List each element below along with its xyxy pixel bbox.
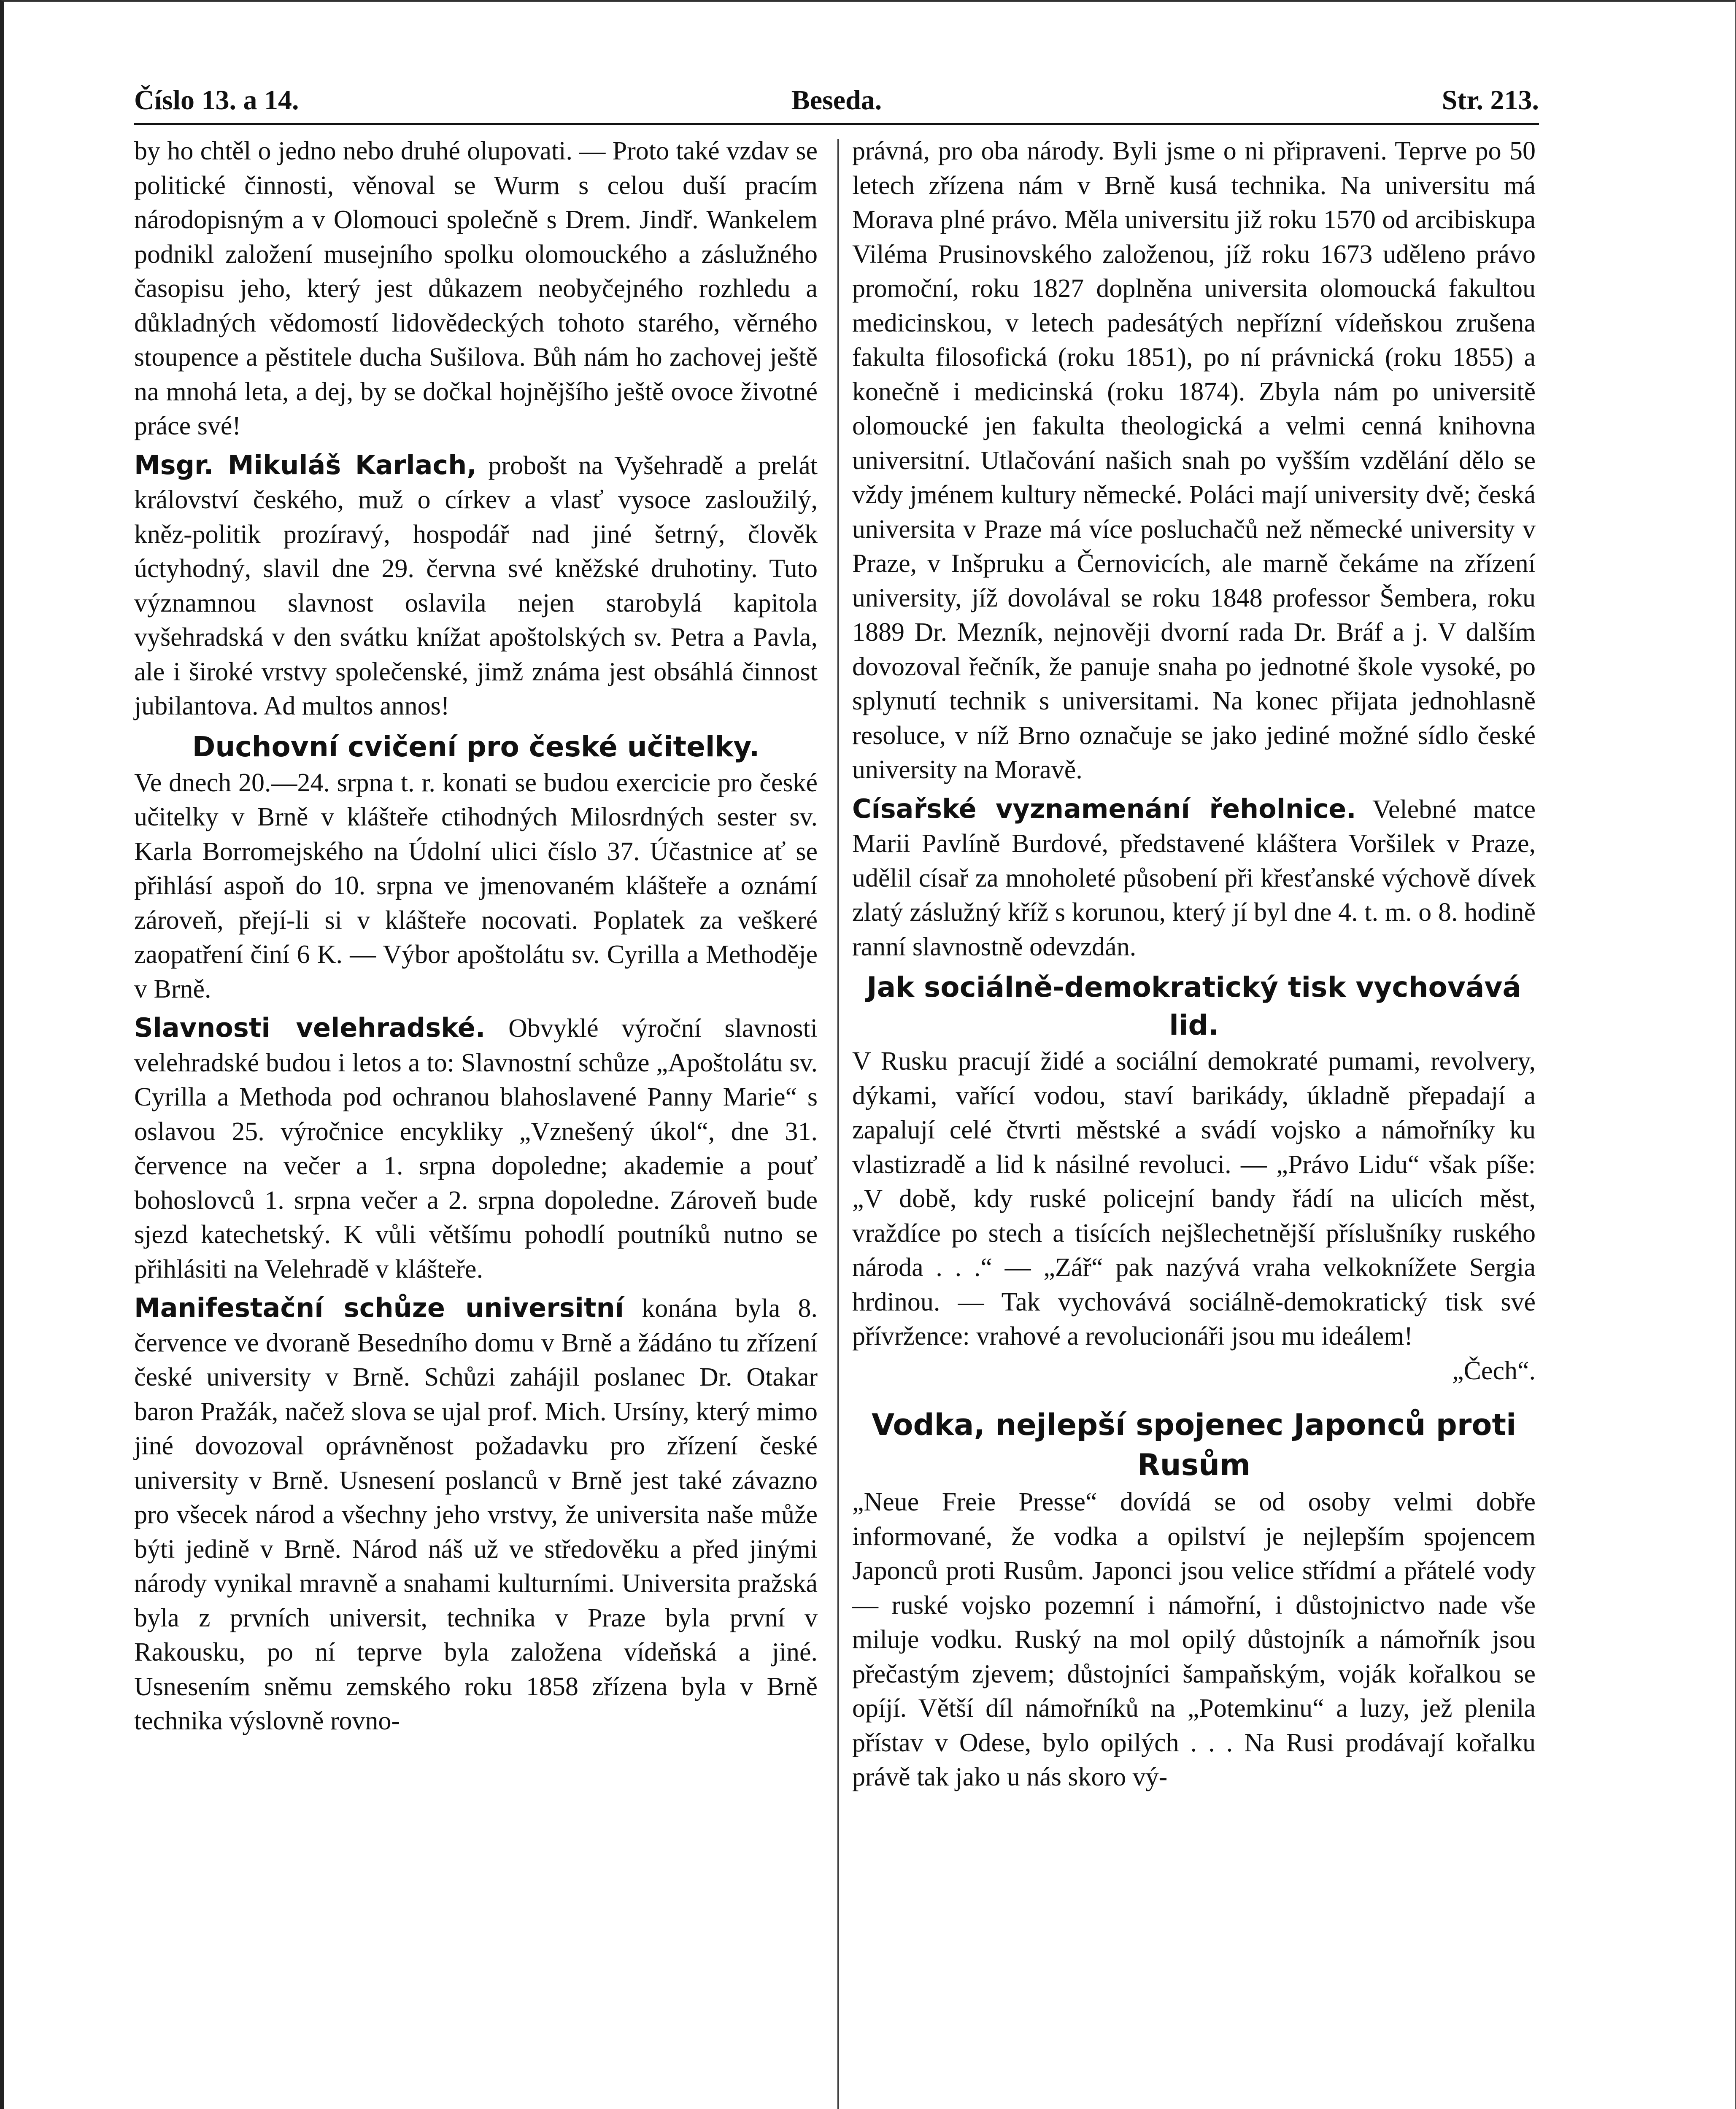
cviceni-title: Duchovní cvičení pro české učitelky.	[192, 730, 760, 763]
tisk-text: V Rusku pracují židé a sociální demokraté pumami, revolvery, dýkami, vařící vodou, staví barikády, úkladně přepadají a zapalují celé čtvrti městské a svádí vojsko a námořníky ku vlastizradě a lid k násilné revoluci. — „Právo Lidu“ však píše: „V době, kdy ruské policejní bandy řádí na ulicích měst, vraždíce po stech a tisících nejšlechetnější příslušníky ruského národa . . .“ — „Zář“ pak nazývá vraha velkoknížete Sergia hrdinou. — Tak vychovává sociálně-demokratický tisk své přívržence: vrahové a revolucionáři jsou mu ideálem!	[852, 1047, 1536, 1351]
velehrad-article	[134, 1011, 818, 1286]
header-rule	[134, 123, 1539, 125]
cviceni-article	[134, 728, 818, 1007]
intro-paragraph: by ho chtěl o jedno nebo druhé olupovati. — Proto také vzdav se politické činnosti, věnoval se Wurm s celou duší pracím národopisným a v Olomouci společně s Drem. Jindř. Wankelem podnikl založení musejního spolku olomouckého a záslužného časopisu jeho, který jest důkazem neobyčejného rozhledu a důkladných vědomostí lidovědeckých tohoto starého, věrného stoupence a pěstitele ducha Sušilova. Bůh nám ho zachovej ještě na mnohá leta, a dej, by se dočkal hojnějšího ještě ovoce životné práce své!	[134, 137, 818, 440]
cisar-article	[852, 792, 1536, 965]
tisk-signature: „Čech“.	[1452, 1356, 1536, 1385]
cviceni-text: Ve dnech 20.—24. srpna t. r. konati se budou exercicie pro české učitelky v Brně v klášteře ctihodných Milosrdných sester sv. Karla Borromejského na Údolní ulici číslo 37. Účastnice ať se přihlásí aspoň do 10. srpna ve jmenovaném klášteře a oznámí zároveň, přejí-li si v klášteře nocovati. Poplatek za veškeré zaopatření činí 6 K. — Výbor apoštolátu sv. Cyrilla a Methoděje v Brně.	[134, 768, 818, 1003]
vodka-title: Vodka, nejlepší spojenec Japonců proti Rusům	[872, 1408, 1516, 1482]
karlach-article	[134, 448, 818, 724]
tisk-article	[852, 968, 1536, 1388]
column-divider	[837, 139, 839, 2109]
right-column	[852, 134, 1536, 1795]
manifest-title: Manifestační schůze universitní	[134, 1292, 624, 1323]
karlach-title: Msgr. Mikuláš Karlach,	[134, 449, 477, 480]
page-header	[134, 84, 1539, 122]
issue-number: Číslo 13. a 14.	[134, 85, 299, 116]
karlach-text: probošt na Vyšehradě a prelát království českého, muž o církev a vlasť vysoce zasloužilý, kněz-politik prozíravý, hospodář nad jiné šetrný, člověk úctyhodný, slavil dne 29. června své kněžské druhotiny. Tuto významnou slavnost oslavila nejen starobylá kapitola vyšehradská v den svátku knížat apoštolských sv. Petra a Pavla, ale i široké vrstvy společenské, jimž známa jest obsáhlá činnost jubilantova. Ad multos annos!	[134, 451, 818, 720]
cisar-title: Císařské vyznamenání řeholnice.	[852, 793, 1356, 824]
manifest-article	[134, 1291, 818, 1739]
cisar-text: Velebné matce Marii Pavlíně Burdové, představené kláštera Voršilek v Praze, udělil císař za mnoholeté působení při křesťanské výchově dívek zlatý záslužný kříž s korunou, který jí byl dne 4. t. m. o 8. hodině ranní slavnostně odevzdán.	[852, 795, 1536, 961]
journal-title: Beseda.	[791, 85, 882, 116]
tisk-title: Jak sociálně-demokratický tisk vychovává lid.	[867, 971, 1521, 1041]
velehrad-title: Slavnosti velehradské.	[134, 1012, 486, 1043]
vodka-text: „Neue Freie Presse“ dovídá se od osoby velmi dobře informované, že vodka a opilství je nejlepším spojencem Japonců proti Rusům. Japonci jsou velice střídmí a přátelé vody — ruské vojsko pozemní i námořní, i důstojnictvo nade vše miluje vodku. Ruský na mol opilý důstojník a námořník jsou přečastým zjevem; důstojníci šampaňským, voják kořalkou se opíjí. Větší díl námořníků na „Potemkinu“ a luzy, jež plenila přístav v Odese, bylo opilých . . . Na Rusi prodávají kořalku právě tak jako u nás skoro vý-	[852, 1488, 1536, 1791]
left-column	[134, 134, 818, 1739]
page-number: Str. 213.	[1442, 85, 1539, 116]
manifest-text: konána byla 8. července ve dvoraně Besedního domu v Brně a žádáno tu zřízení české university v Brně. Schůzi zahájil poslanec Dr. Otakar baron Pražák, načež slova se ujal prof. Mich. Ursíny, který mimo jiné dovozoval oprávněnost požadavku pro zřízení české university v Brně. Usnesení poslanců v Brně jest také závazno pro všecek národ a všechny jeho vrstvy, že universita naše může býti jedině v Brně. Národ náš už ve středověku a před jinými národy vynikal mravně a snahami kulturními. Universita pražská byla z prvních universit, technika v Praze byla první v Rakousku, po ní teprve byla založena vídeňská a jiné. Usnesením sněmu zemského roku 1858 zřízena byla v Brně technika výslovně rovno-	[134, 1294, 818, 1735]
velehrad-text: Obvyklé výroční slavnosti velehradské budou i letos a to: Slavnostní schůze „Apoštolátu sv. Cyrilla a Methoda pod ochranou blahoslavené Panny Marie“ s oslavou 25. výročnice encykliky „Vznešený úkol“, dne 31. července na večer a 1. srpna dopoledne; akademie a pouť bohoslovců 1. srpna večer a 2. srpna dopoledne. Zároveň bude sjezd katechetský. K vůli většímu pohodlí poutníků nutno se přihlásiti na Velehradě v klášteře.	[134, 1014, 818, 1284]
manifest-continuation: právná, pro oba národy. Byli jsme o ni připraveni. Teprve po 50 letech zřízena nám v Brně kusá technika. Na universitu má Morava plné právo. Měla universitu již roku 1570 od arcibiskupa Viléma Prusinovského založenou, jíž roku 1673 uděleno právo promoční, roku 1827 doplněna universita olomoucká fakultou medicinskou, v letech padesátých nepřízní vídeňskou zrušena fakulta filosofická (roku 1851), po ní právnická (roku 1855) a konečně i medicinská (roku 1874). Zbyla nám po universitě olomoucké jen fakulta theologická a velmi cenná knihovna universitní. Utlačování našich snah po vyšším vzdělání dělo se vždy jménem kultury německé. Poláci mají university dvě; česká universita v Praze má více posluchačů než německé university v Praze, v Inšpruku a Černovicích, ale marně čekáme na zřízení university, jíž dovolával se roku 1848 professor Šembera, roku 1889 Dr. Mezník, nejnověji dvorní rada Dr. Bráf a j. V dalším dovozoval řečník, že panuje snaha po jednotné škole vysoké, po splynutí technik s universitami. Na konec přijata jednohlasně resoluce, v níž Brno označuje se jako jediné možné sídlo české university na Moravě.	[852, 137, 1536, 784]
vodka-article	[852, 1405, 1536, 1795]
